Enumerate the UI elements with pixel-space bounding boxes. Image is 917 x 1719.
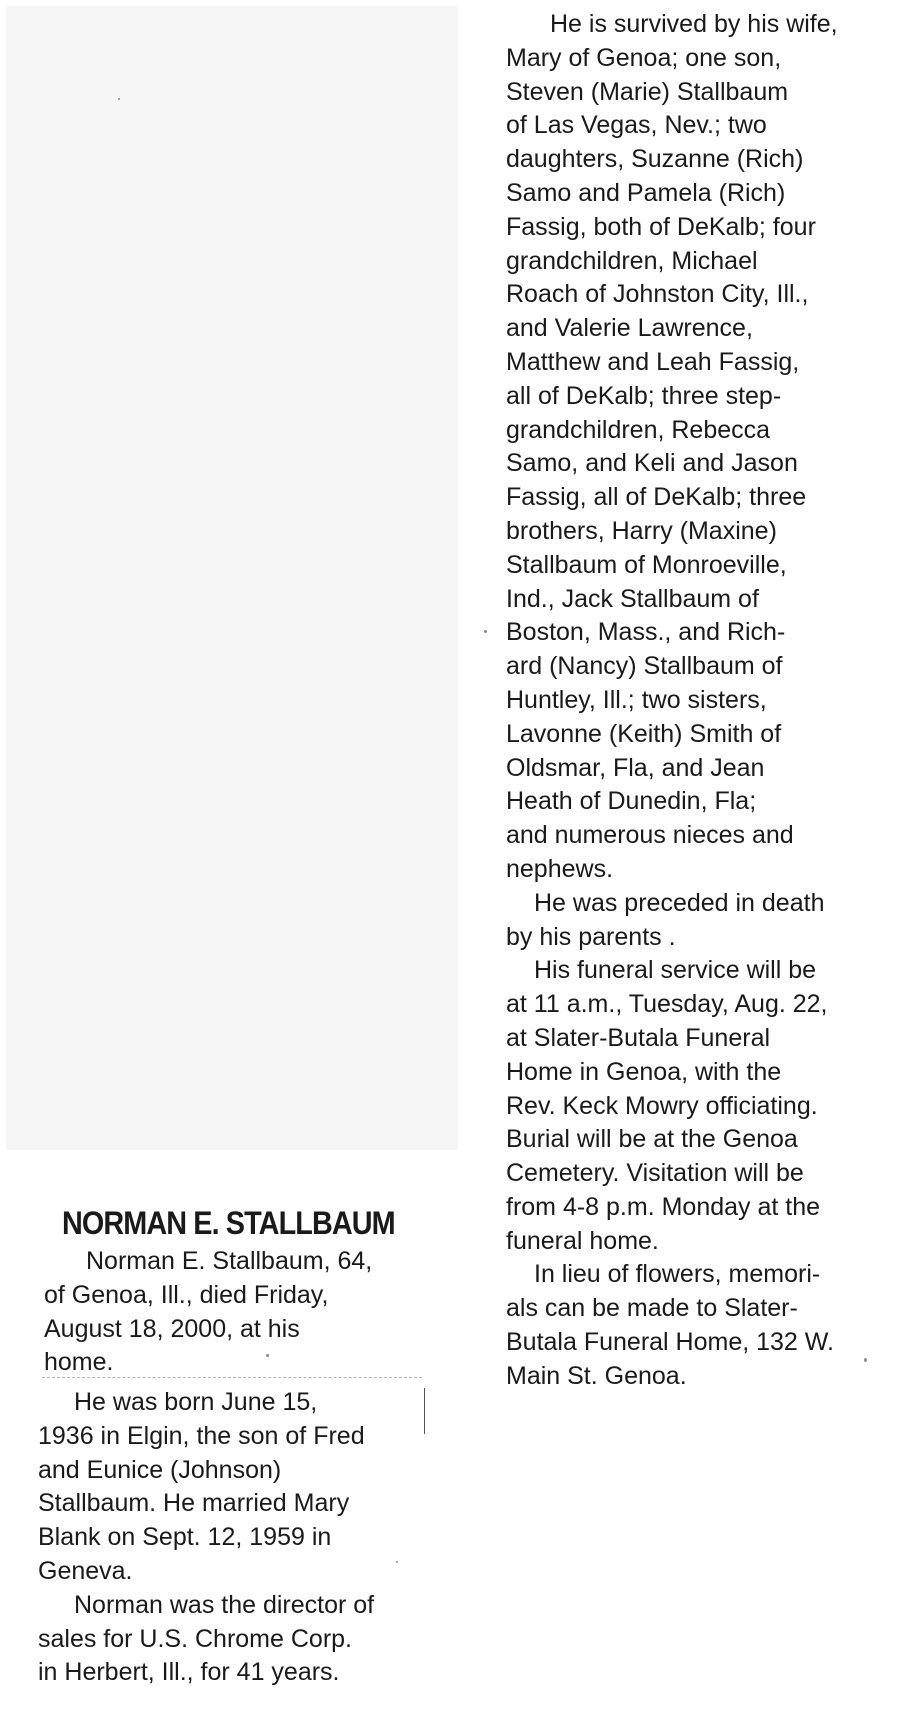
birth-paragraph: He was born June 15, 1936 in Elgin, the son of Fred and Eunice (Johnson) Stallbaum. He married Mary Blank on Sept. 12, 1959 in Geneva. <box>38 1388 365 1585</box>
career-paragraph: Norman was the director of sales for U.S. Chrome Corp. in Herbert, Ill., for 41 years. <box>38 1590 375 1687</box>
clipping-cut-line <box>42 1377 422 1378</box>
obituary-right-column <box>506 8 911 1394</box>
print-speck <box>118 98 120 100</box>
print-speck <box>864 1358 867 1362</box>
intro-paragraph: Norman E. Stallbaum, 64, of Genoa, Ill., died Friday, August 18, 2000, at his home. <box>44 1247 373 1377</box>
print-speck <box>266 1354 269 1357</box>
print-speck <box>396 1561 398 1563</box>
obituary-left-top-column <box>44 1203 424 1380</box>
obituary-headline: NORMAN E. STALLBAUM <box>62 1205 395 1241</box>
blank-clipping-area <box>6 6 458 1150</box>
obituary-left-bottom-column <box>38 1386 428 1690</box>
funeral-service-paragraph: His funeral service will be at 11 a.m., Tuesday, Aug. 22, at Slater-Butala Funeral Home in Genoa, with the Rev. Keck Mowry officiating. Burial will be at the Genoa Cemetery. Visitation will be from 4-8 p.m. Monday at the funeral home. <box>506 956 828 1255</box>
print-speck <box>484 630 487 633</box>
preceded-paragraph: He was preceded in death by his parents . <box>506 888 825 951</box>
memorials-paragraph: In lieu of flowers, memori- als can be made to Slater- Butala Funeral Home, 132 W. Main St. Genoa. <box>506 1260 834 1390</box>
survivors-paragraph: He is survived by his wife, Mary of Genoa; one son, Steven (Marie) Stallbaum of Las Vegas, Nev.; two daughters, Suzanne (Rich) Samo and Pamela (Rich) Fassig, both of DeKalb; four grandchildren, Michael Roach of Johnston City, Ill., and Valerie Lawrence, Matthew and Leah Fassig, all of DeKalb; three step- grandchildren, Rebecca Samo, and Keli and Jason Fassig, all of DeKalb; three brothers, Harry (Maxine) Stallbaum of Monroeville, Ind., Jack Stallbaum of Boston, Mass., and Rich- ard (Nancy) Stallbaum of Huntley, Ill.; two sisters, Lavonne (Keith) Smith of Oldsmar, Fla, and Jean Heath of Dunedin, Fla; and numerous nieces and nephews. <box>506 10 838 883</box>
